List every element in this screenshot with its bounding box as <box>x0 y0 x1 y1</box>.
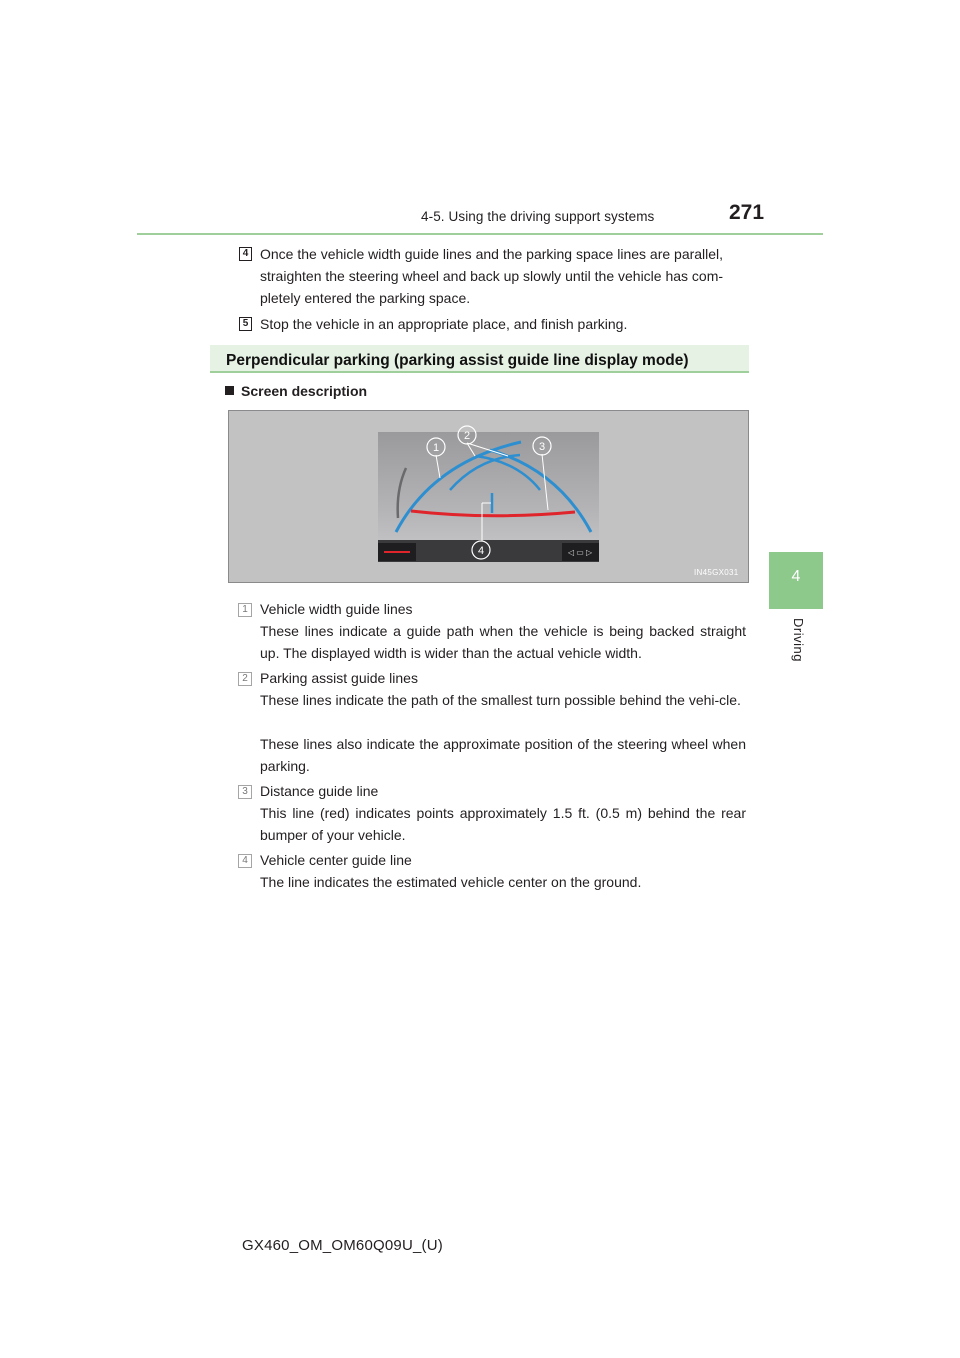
step-badge-4: 4 <box>239 247 252 261</box>
figure-code: IN45GX031 <box>694 568 739 577</box>
subheading-text: Screen description <box>241 383 368 399</box>
step-4-text: Once the vehicle width guide lines and the parking space lines are parallel, straighten the steering wheel and back up slowly until the vehicle has com-pletely entered the parking space. <box>260 246 724 306</box>
description-body-2b: These lines also indicate the approximate position of the steering wheel when parking. <box>260 736 746 774</box>
description-number-2: 2 <box>238 672 252 686</box>
switch-icon: ◁ ▭ ▷ <box>567 548 593 557</box>
description-title-2: Parking assist guide lines <box>260 670 418 686</box>
description-body-4a: The line indicates the estimated vehicle center on the ground. <box>260 874 642 890</box>
description-title-1: Vehicle width guide lines <box>260 601 413 617</box>
chapter-tab-number: 4 <box>791 568 801 585</box>
camera-screen-illustration <box>228 410 749 583</box>
callout-label-4: 4 <box>477 545 485 557</box>
description-title-3: Distance guide line <box>260 783 379 799</box>
chapter-tab-title: Driving <box>791 618 806 662</box>
description-body-3a: This line (red) indicates points approximately 1.5 ft. (0.5 m) behind the rear bumper of your vehicle. <box>260 805 746 843</box>
callout-label-3: 3 <box>538 441 546 453</box>
subheading <box>225 383 367 399</box>
page-number: 271 <box>729 201 765 224</box>
description-number-4: 4 <box>238 854 252 868</box>
description-body-2a: These lines indicate the path of the smallest turn possible behind the vehi-cle. <box>260 692 741 708</box>
description-title-4: Vehicle center guide line <box>260 852 412 868</box>
section-heading: Perpendicular parking (parking assist guide line display mode) <box>226 352 689 369</box>
description-body-1a: These lines indicate a guide path when the vehicle is being backed straight up. The displayed width is wider than the actual vehicle width. <box>260 623 746 661</box>
header-section-title: 4-5. Using the driving support systems <box>421 209 655 224</box>
description-number-1: 1 <box>238 603 252 617</box>
callout-label-1: 1 <box>432 442 440 454</box>
square-bullet-icon <box>225 386 234 395</box>
document-code-footer: GX460_OM_OM60Q09U_(U) <box>242 1237 443 1254</box>
step-badge-5: 5 <box>239 317 252 331</box>
callout-label-2: 2 <box>463 430 471 442</box>
description-number-3: 3 <box>238 785 252 799</box>
step-5-text: Stop the vehicle in an appropriate place, and finish parking. <box>260 316 628 332</box>
header-divider <box>137 233 823 235</box>
